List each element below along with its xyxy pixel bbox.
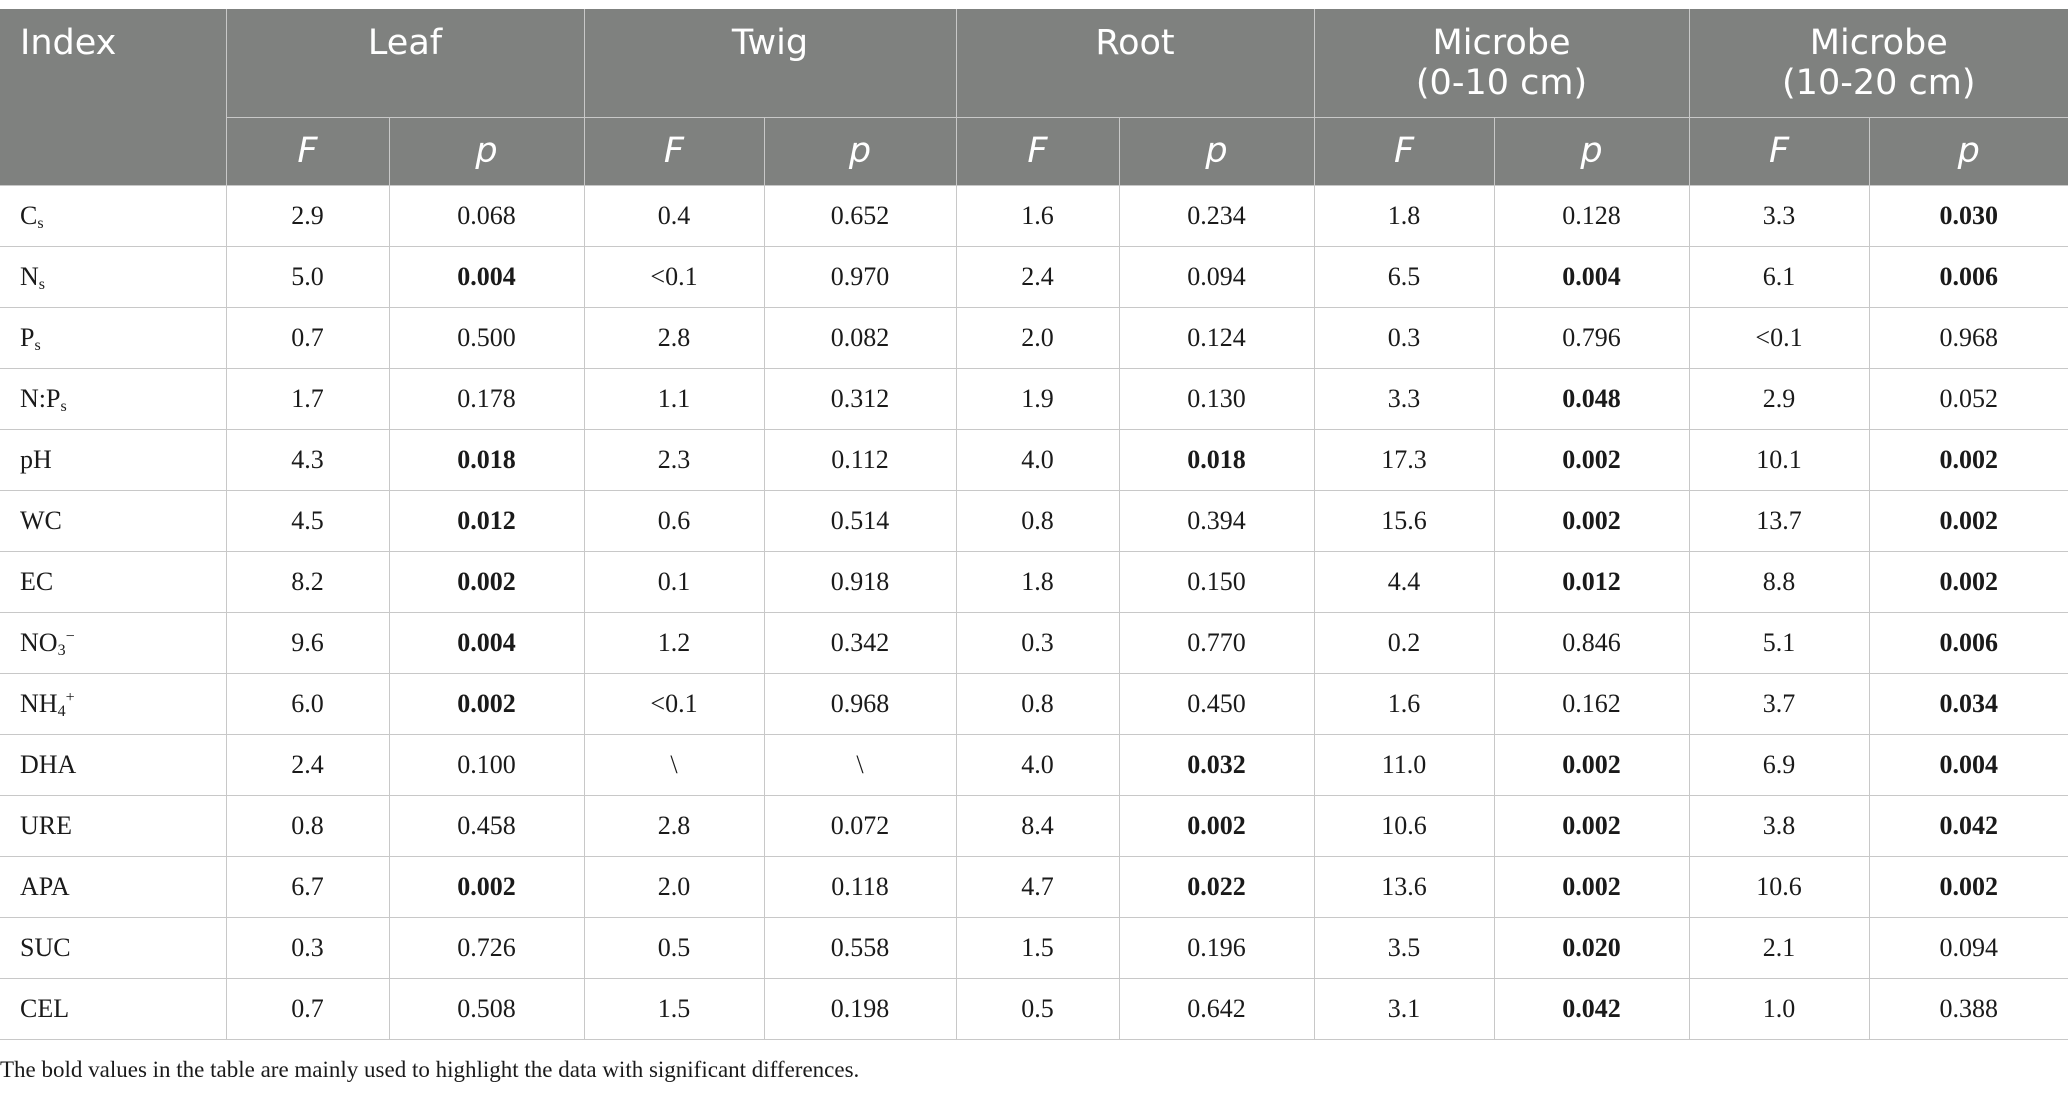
row-index-label	[0, 368, 226, 429]
table-row	[0, 185, 2068, 246]
cell-f-value: 9.6	[226, 612, 389, 673]
cell-p-value: 0.012	[1494, 551, 1689, 612]
cell-p-value: 0.082	[764, 307, 956, 368]
cell-f-value: 4.5	[226, 490, 389, 551]
cell-p-value: 0.652	[764, 185, 956, 246]
header-p: p	[389, 117, 584, 185]
index-base: SUC	[20, 932, 71, 962]
index-base: P	[20, 322, 35, 352]
header-p: p	[1119, 117, 1314, 185]
index-base: CEL	[20, 993, 70, 1023]
cell-f-value: 3.3	[1689, 185, 1869, 246]
cell-p-value: 0.002	[1869, 856, 2068, 917]
cell-p-value: 0.388	[1869, 978, 2068, 1039]
cell-p-value: 0.002	[389, 856, 584, 917]
cell-p-value: 0.100	[389, 734, 584, 795]
index-base: DHA	[20, 749, 77, 779]
cell-p-value: 0.130	[1119, 368, 1314, 429]
cell-p-value: 0.042	[1869, 795, 2068, 856]
cell-p-value: 0.042	[1494, 978, 1689, 1039]
cell-p-value: 0.052	[1869, 368, 2068, 429]
index-base: NO	[20, 627, 58, 657]
cell-f-value: 3.7	[1689, 673, 1869, 734]
cell-f-value: 13.6	[1314, 856, 1494, 917]
cell-p-value: 0.034	[1869, 673, 2068, 734]
cell-p-value: 0.234	[1119, 185, 1314, 246]
cell-p-value: 0.394	[1119, 490, 1314, 551]
index-subscript: 3	[57, 641, 66, 659]
anova-table	[0, 9, 2068, 1040]
cell-f-value: <0.1	[584, 246, 764, 307]
row-index-label	[0, 673, 226, 734]
cell-f-value: <0.1	[1689, 307, 1869, 368]
cell-f-value: 6.7	[226, 856, 389, 917]
cell-p-value: 0.030	[1869, 185, 2068, 246]
cell-f-value: 0.3	[956, 612, 1119, 673]
cell-f-value: \	[584, 734, 764, 795]
cell-f-value: 0.4	[584, 185, 764, 246]
cell-f-value: 2.4	[956, 246, 1119, 307]
cell-f-value: 1.6	[1314, 673, 1494, 734]
table-row	[0, 612, 2068, 673]
cell-f-value: 0.3	[1314, 307, 1494, 368]
index-subscript: 4	[57, 702, 66, 720]
cell-f-value: 4.3	[226, 429, 389, 490]
cell-p-value: 0.458	[389, 795, 584, 856]
cell-f-value: 2.4	[226, 734, 389, 795]
cell-f-value: 1.7	[226, 368, 389, 429]
cell-p-value: 0.002	[389, 673, 584, 734]
header-p: p	[764, 117, 956, 185]
cell-f-value: 0.8	[956, 490, 1119, 551]
cell-f-value: 6.0	[226, 673, 389, 734]
header-f: F	[956, 117, 1119, 185]
table-row	[0, 490, 2068, 551]
cell-p-value: 0.004	[1494, 246, 1689, 307]
header-f: F	[1689, 117, 1869, 185]
cell-f-value: 2.9	[1689, 368, 1869, 429]
cell-p-value: 0.002	[1494, 490, 1689, 551]
cell-p-value: 0.770	[1119, 612, 1314, 673]
cell-f-value: 4.0	[956, 429, 1119, 490]
cell-p-value: 0.012	[389, 490, 584, 551]
cell-p-value: 0.198	[764, 978, 956, 1039]
index-base: EC	[20, 566, 54, 596]
header-f: F	[226, 117, 389, 185]
cell-p-value: 0.196	[1119, 917, 1314, 978]
cell-p-value: 0.018	[389, 429, 584, 490]
cell-f-value: <0.1	[584, 673, 764, 734]
cell-p-value: 0.032	[1119, 734, 1314, 795]
index-base: APA	[20, 871, 70, 901]
index-base: N	[20, 261, 39, 291]
row-index-label	[0, 795, 226, 856]
cell-f-value: 1.6	[956, 185, 1119, 246]
cell-f-value: 0.1	[584, 551, 764, 612]
cell-f-value: 8.4	[956, 795, 1119, 856]
index-subscript: s	[38, 275, 46, 293]
table-row	[0, 368, 2068, 429]
cell-f-value: 0.6	[584, 490, 764, 551]
cell-p-value: 0.002	[1494, 734, 1689, 795]
cell-p-value: 0.072	[764, 795, 956, 856]
cell-p-value: 0.002	[1494, 795, 1689, 856]
index-superscript: +	[65, 688, 75, 706]
cell-f-value: 10.6	[1314, 795, 1494, 856]
header-p: p	[1494, 117, 1689, 185]
table-row	[0, 307, 2068, 368]
cell-f-value: 10.6	[1689, 856, 1869, 917]
cell-f-value: 2.0	[584, 856, 764, 917]
cell-p-value: 0.004	[389, 612, 584, 673]
cell-f-value: 6.9	[1689, 734, 1869, 795]
table-row	[0, 246, 2068, 307]
cell-f-value: 2.3	[584, 429, 764, 490]
header-group-root: Root	[956, 9, 1314, 117]
index-superscript: −	[65, 627, 75, 645]
row-index-label	[0, 185, 226, 246]
cell-f-value: 8.8	[1689, 551, 1869, 612]
cell-f-value: 4.0	[956, 734, 1119, 795]
cell-f-value: 1.9	[956, 368, 1119, 429]
cell-f-value: 2.8	[584, 307, 764, 368]
cell-f-value: 1.1	[584, 368, 764, 429]
cell-p-value: 0.846	[1494, 612, 1689, 673]
header-f: F	[584, 117, 764, 185]
cell-p-value: 0.068	[389, 185, 584, 246]
header-group-microbe-0-10: Microbe (0-10 cm)	[1314, 9, 1689, 117]
cell-f-value: 3.8	[1689, 795, 1869, 856]
table-row	[0, 917, 2068, 978]
header-p: p	[1869, 117, 2068, 185]
row-index-label	[0, 551, 226, 612]
cell-p-value: 0.006	[1869, 246, 2068, 307]
cell-f-value: 3.5	[1314, 917, 1494, 978]
cell-f-value: 1.5	[584, 978, 764, 1039]
row-index-label	[0, 490, 226, 551]
cell-p-value: 0.514	[764, 490, 956, 551]
table-container	[0, 9, 2068, 1040]
cell-f-value: 2.9	[226, 185, 389, 246]
cell-p-value: 0.970	[764, 246, 956, 307]
cell-f-value: 4.4	[1314, 551, 1494, 612]
cell-p-value: 0.048	[1494, 368, 1689, 429]
cell-p-value: 0.018	[1119, 429, 1314, 490]
cell-f-value: 5.0	[226, 246, 389, 307]
cell-p-value: 0.002	[1494, 856, 1689, 917]
cell-f-value: 11.0	[1314, 734, 1494, 795]
cell-p-value: 0.020	[1494, 917, 1689, 978]
table-row	[0, 429, 2068, 490]
cell-f-value: 1.8	[956, 551, 1119, 612]
table-row	[0, 673, 2068, 734]
cell-p-value: 0.004	[1869, 734, 2068, 795]
cell-f-value: 5.1	[1689, 612, 1869, 673]
cell-p-value: 0.118	[764, 856, 956, 917]
cell-f-value: 0.5	[584, 917, 764, 978]
cell-f-value: 3.3	[1314, 368, 1494, 429]
cell-p-value: 0.002	[1869, 429, 2068, 490]
cell-f-value: 13.7	[1689, 490, 1869, 551]
cell-p-value: 0.150	[1119, 551, 1314, 612]
row-index-label	[0, 856, 226, 917]
cell-f-value: 2.8	[584, 795, 764, 856]
cell-p-value: 0.508	[389, 978, 584, 1039]
cell-f-value: 10.1	[1689, 429, 1869, 490]
cell-p-value: 0.796	[1494, 307, 1689, 368]
row-index-label	[0, 917, 226, 978]
index-base: N:P	[20, 383, 61, 413]
cell-p-value: 0.726	[389, 917, 584, 978]
header-group-twig: Twig	[584, 9, 956, 117]
index-base: pH	[20, 444, 52, 474]
cell-f-value: 1.5	[956, 917, 1119, 978]
header-group-leaf: Leaf	[226, 9, 584, 117]
cell-f-value: 0.7	[226, 978, 389, 1039]
row-index-label	[0, 612, 226, 673]
index-base: NH	[20, 688, 58, 718]
cell-f-value: 2.1	[1689, 917, 1869, 978]
index-base: WC	[20, 505, 62, 535]
header-f: F	[1314, 117, 1494, 185]
index-base: C	[20, 200, 38, 230]
cell-f-value: 6.5	[1314, 246, 1494, 307]
cell-p-value: 0.128	[1494, 185, 1689, 246]
header-group-microbe-10-20: Microbe (10-20 cm)	[1689, 9, 2068, 117]
cell-f-value: 2.0	[956, 307, 1119, 368]
cell-p-value: 0.178	[389, 368, 584, 429]
cell-f-value: 0.3	[226, 917, 389, 978]
cell-f-value: 0.2	[1314, 612, 1494, 673]
index-base: URE	[20, 810, 72, 840]
cell-p-value: 0.002	[389, 551, 584, 612]
cell-p-value: 0.342	[764, 612, 956, 673]
index-subscript: s	[34, 336, 41, 354]
cell-p-value: 0.002	[1869, 490, 2068, 551]
cell-f-value: 6.1	[1689, 246, 1869, 307]
cell-f-value: 1.8	[1314, 185, 1494, 246]
cell-f-value: 1.2	[584, 612, 764, 673]
cell-p-value: 0.918	[764, 551, 956, 612]
cell-p-value: 0.004	[389, 246, 584, 307]
cell-f-value: 15.6	[1314, 490, 1494, 551]
cell-p-value: 0.002	[1119, 795, 1314, 856]
cell-p-value: 0.022	[1119, 856, 1314, 917]
row-index-label	[0, 307, 226, 368]
table-row	[0, 856, 2068, 917]
cell-f-value: 8.2	[226, 551, 389, 612]
cell-p-value: 0.124	[1119, 307, 1314, 368]
table-row	[0, 734, 2068, 795]
cell-p-value: 0.094	[1869, 917, 2068, 978]
cell-f-value: 1.0	[1689, 978, 1869, 1039]
cell-p-value: 0.642	[1119, 978, 1314, 1039]
cell-p-value: 0.558	[764, 917, 956, 978]
table-row	[0, 795, 2068, 856]
cell-p-value: 0.968	[764, 673, 956, 734]
index-subscript: s	[60, 397, 67, 415]
table-header	[0, 9, 2068, 185]
index-subscript: s	[37, 214, 44, 232]
cell-p-value: 0.162	[1494, 673, 1689, 734]
cell-p-value: 0.002	[1494, 429, 1689, 490]
table-row	[0, 978, 2068, 1039]
cell-p-value: 0.006	[1869, 612, 2068, 673]
table-footnote: The bold values in the table are mainly used to highlight the data with significant differences.	[0, 1057, 860, 1082]
cell-f-value: 0.7	[226, 307, 389, 368]
cell-f-value: 0.5	[956, 978, 1119, 1039]
row-index-label	[0, 429, 226, 490]
cell-f-value: 4.7	[956, 856, 1119, 917]
cell-p-value: 0.450	[1119, 673, 1314, 734]
row-index-label	[0, 734, 226, 795]
cell-p-value: 0.312	[764, 368, 956, 429]
table-row	[0, 551, 2068, 612]
cell-f-value: 17.3	[1314, 429, 1494, 490]
cell-p-value: 0.002	[1869, 551, 2068, 612]
cell-p-value: 0.500	[389, 307, 584, 368]
cell-p-value: \	[764, 734, 956, 795]
cell-p-value: 0.968	[1869, 307, 2068, 368]
cell-f-value: 0.8	[956, 673, 1119, 734]
table-body	[0, 185, 2068, 1039]
header-index: Index	[0, 9, 226, 185]
row-index-label	[0, 978, 226, 1039]
row-index-label	[0, 246, 226, 307]
cell-p-value: 0.094	[1119, 246, 1314, 307]
cell-p-value: 0.112	[764, 429, 956, 490]
cell-f-value: 3.1	[1314, 978, 1494, 1039]
cell-f-value: 0.8	[226, 795, 389, 856]
